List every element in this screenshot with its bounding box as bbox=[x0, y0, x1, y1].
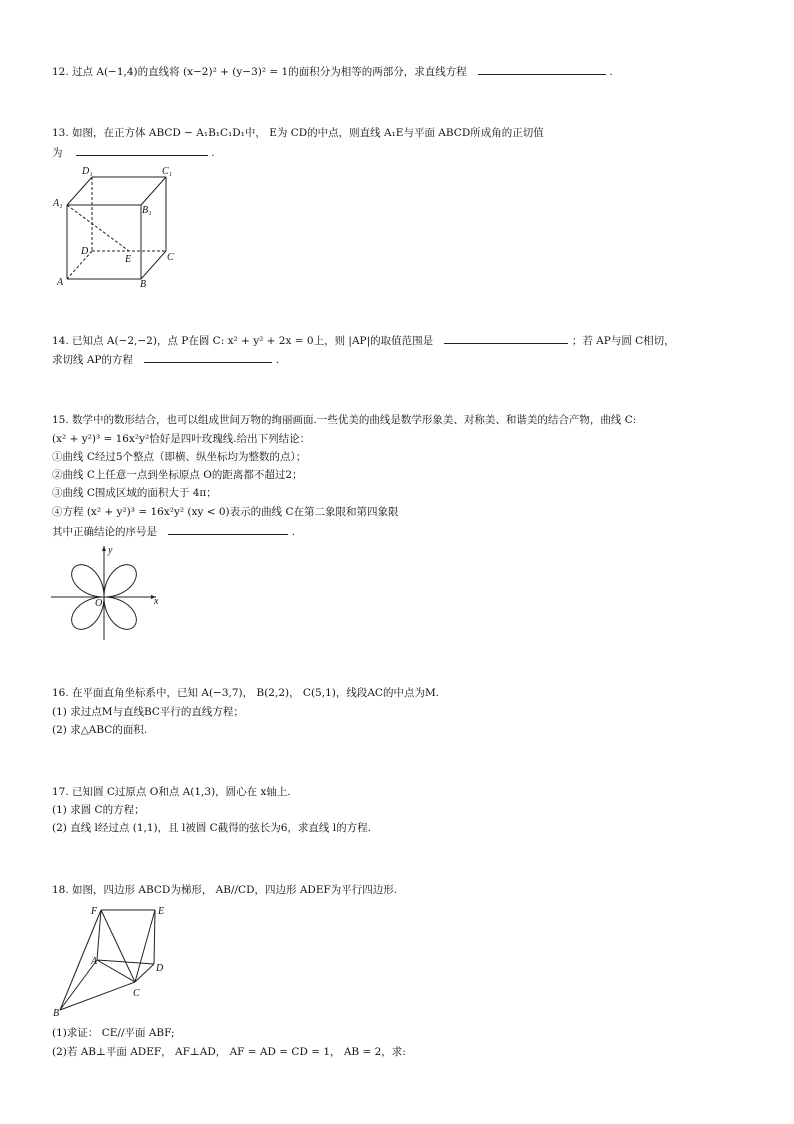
label-c1: C₁ bbox=[162, 166, 173, 177]
q13-period: . bbox=[211, 147, 215, 159]
q18-part-1: (1)求证： CE//平面 ABF; bbox=[52, 1027, 175, 1039]
q15-answer-line bbox=[52, 524, 295, 539]
q16-part-2: (2) 求△ABC的面积. bbox=[52, 724, 148, 736]
q16-stem: 16. 在平面直角坐标系中，已知 A(−3,7)， B(2,2)， C(5,1)，线段AC的中点为M. bbox=[52, 687, 440, 699]
q12-stem: 12. 过点 A(−1,4)的直线将 (x−2)² + (y−3)² = 1的面积分为相等的两部分，求直线方程 bbox=[52, 66, 467, 78]
label-d: D bbox=[81, 246, 89, 257]
cube-figure bbox=[50, 165, 190, 293]
q18-stem: 18. 如图，四边形 ABCD为梯形， AB//CD，四边形 ADEF为平行四边形. bbox=[52, 884, 398, 896]
q15-claim-2: ②曲线 C上任意一点到坐标原点 O的距离都不超过2； bbox=[52, 469, 303, 481]
q15-claim-1: ①曲线 C经过5个整点（即横、纵坐标均为整数的点）； bbox=[52, 451, 307, 463]
label-d1: D₁ bbox=[82, 166, 93, 177]
rose-curve-figure bbox=[48, 542, 164, 642]
label-origin: O bbox=[95, 598, 103, 609]
q15-answer-blank[interactable] bbox=[168, 524, 288, 535]
q15-claim-4: ④方程 (x² + y²)³ = 16x²y² (xy < 0)表示的曲线 C在第二象限和第四象限 bbox=[52, 506, 399, 518]
q15-period: . bbox=[291, 526, 296, 538]
q15-prompt: 其中正确结论的序号是 bbox=[52, 526, 157, 538]
q13-answer-blank[interactable] bbox=[76, 145, 208, 156]
label-b: B bbox=[53, 1008, 60, 1019]
q17-part-1: (1) 求圆 C的方程； bbox=[52, 804, 145, 816]
trapezoid-solid-figure bbox=[50, 902, 180, 1020]
label-a: A bbox=[91, 956, 98, 967]
q15-equation: (x² + y²)³ = 16x²y²恰好是四叶玫瑰线.给出下列结论： bbox=[52, 433, 311, 445]
q14-stem: 14. 已知点 A(−2,−2)，点 P在圆 C: x² + y² + 2x = 0上，则 |AP|的取值范围是 bbox=[52, 335, 434, 347]
q12-text bbox=[52, 64, 613, 79]
label-f: F bbox=[91, 906, 98, 917]
q13-prefix: 为 bbox=[52, 147, 63, 159]
q14-line2 bbox=[52, 352, 279, 367]
label-d: D bbox=[156, 963, 164, 974]
q18-part-2: (2)若 AB⊥平面 ADEF， AF⊥AD， AF = AD = CD = 1， AB = 2，求: bbox=[52, 1046, 406, 1058]
q14-tangent-blank[interactable] bbox=[144, 352, 272, 363]
q17-stem: 17. 已知圆 C过原点 O和点 A(1,3)，圆心在 x轴上. bbox=[52, 786, 291, 798]
q12-period: . bbox=[609, 66, 613, 78]
q12-answer-blank[interactable] bbox=[478, 64, 606, 75]
label-x: x bbox=[154, 596, 159, 607]
q15-claim-3: ③曲线 C围成区域的面积大于 4π； bbox=[52, 487, 217, 499]
label-a: A bbox=[57, 277, 64, 288]
q14-line1 bbox=[52, 333, 675, 348]
q14-period: . bbox=[275, 354, 280, 366]
q13-answer-line bbox=[52, 145, 215, 160]
label-y: y bbox=[108, 545, 113, 556]
label-b1: B₁ bbox=[142, 205, 152, 216]
q16-part-1: (1) 求过点M与直线BC平行的直线方程； bbox=[52, 706, 244, 718]
q13-stem: 13. 如图，在正方体 ABCD − A₁B₁C₁D₁中， E为 CD的中点，则直线 A₁E与平面 ABCD所成角的正切值 bbox=[52, 127, 544, 139]
q17-part-2: (2) 直线 l经过点 (1,1)，且 l被圆 C截得的弦长为6，求直线 l的方程. bbox=[52, 822, 371, 834]
label-a1: A₁ bbox=[53, 198, 63, 209]
q15-stem: 15. 数学中的数形结合，也可以组成世间万物的绚丽画面.一些优美的曲线是数学形象美、对称美、和谐美的结合产物，曲线 C: bbox=[52, 414, 637, 426]
q14-tangent-prompt: 求切线 AP的方程 bbox=[52, 354, 133, 366]
label-e: E bbox=[125, 254, 132, 265]
label-e: E bbox=[158, 906, 165, 917]
q14-range-blank[interactable] bbox=[444, 333, 568, 344]
q14-stem-cont: ；若 AP与圆 C相切， bbox=[571, 335, 675, 347]
label-c: C bbox=[167, 252, 174, 263]
label-c: C bbox=[133, 988, 140, 999]
label-b: B bbox=[140, 279, 147, 290]
